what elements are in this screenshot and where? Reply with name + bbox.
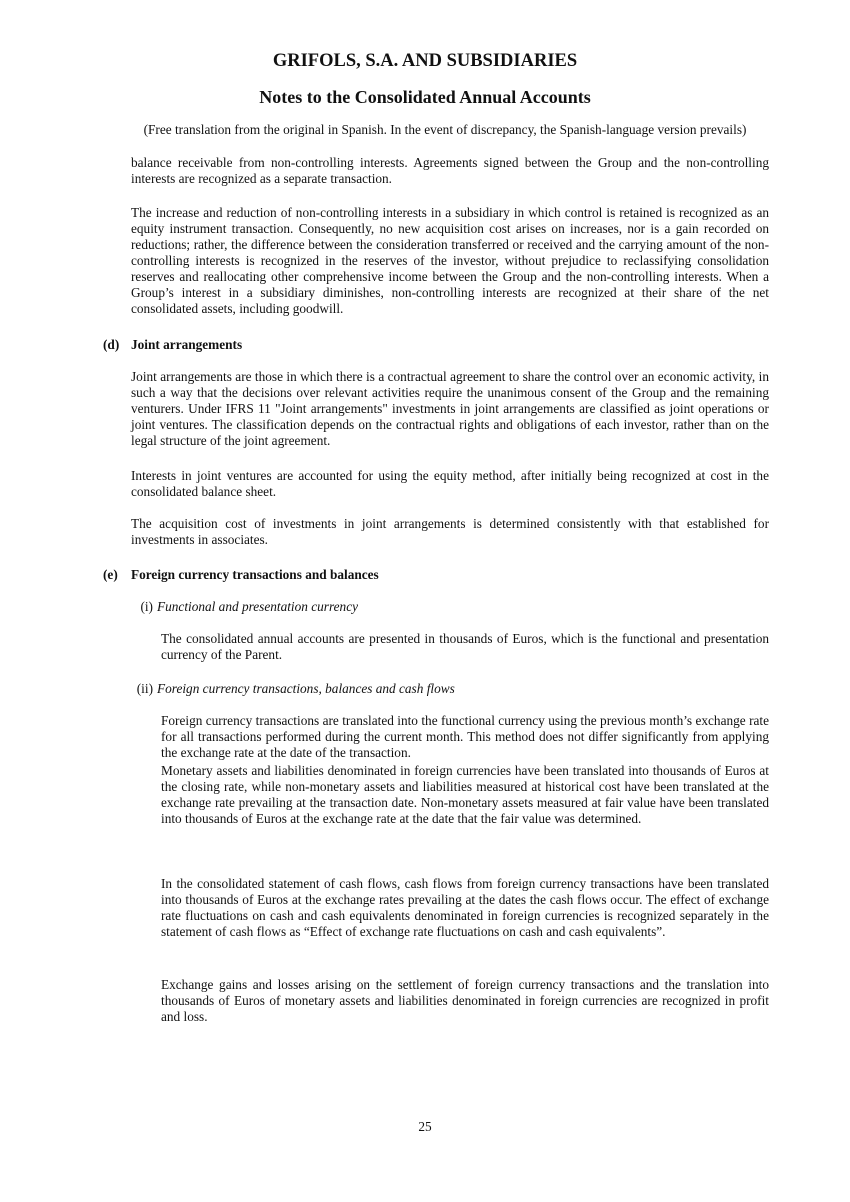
company-name: GRIFOLS, S.A. AND SUBSIDIARIES [272, 51, 578, 71]
paragraph: Foreign currency transactions are translated into the functional currency using the previous month’s exchange rate for all transactions performed during the current month. This method does not differ significantly from applying the exchange rate at the date of the transaction. [161, 713, 769, 760]
paragraph: Exchange gains and losses arising on the settlement of foreign currency transactions and the translation into thousands of Euros of monetary assets and liabilities denominated in foreign currencies are recognized in profit and loss. [161, 977, 769, 1024]
section-label: (e) [103, 567, 118, 582]
paragraph: Joint arrangements are those in which there is a contractual agreement to share the control over an economic activity, in such a way that the decisions over relevant activities require the unanimous consent of the Group and the remaining venturers. Under IFRS 11 "Joint arrangements" investments in joint arrangements are classified as joint operations or joint ventures. The classification depends on the contractual rights and obligations of each investor, rather than on the legal structure of the joint agreement. [131, 369, 769, 448]
subsection-label: (ii) [136, 681, 153, 696]
section-title: Foreign currency transactions and balances [131, 567, 379, 582]
paragraph: balance receivable from non-controlling interests. Agreements signed between the Group and the non-controlling interests are recognized as a separate transaction. [131, 155, 769, 186]
paragraph: The consolidated annual accounts are presented in thousands of Euros, which is the functional and presentation currency of the Parent. [161, 631, 769, 662]
paragraph: The acquisition cost of investments in joint arrangements is determined consistently with that established for investments in associates. [131, 516, 769, 547]
subsection-title: Foreign currency transactions, balances and cash flows [157, 681, 455, 696]
section-title: Joint arrangements [131, 337, 243, 352]
paragraph: Interests in joint ventures are accounted for using the equity method, after initially being recognized at cost in the consolidated balance sheet. [131, 468, 769, 499]
section-heading-e [103, 567, 379, 583]
paragraph: The increase and reduction of non-controlling interests in a subsidiary in which control is retained is recognized as an equity instrument transaction. Consequently, no new acquisition cost arises on increases, nor is a gain recorded on reductions; rather, the difference between the consideration transferred or received and the carrying amount of the non-controlling interests is recognized in the reserves of the investor, without prejudice to reclassifying consolidation reserves and reallocating other comprehensive income between the Group and the non-controlling interests. When a Group’s interest in a subsidiary diminishes, non-controlling interests are recognized at their share of the net consolidated assets, including goodwill. [131, 205, 769, 316]
section-heading-d [103, 337, 242, 353]
paragraph: In the consolidated statement of cash flows, cash flows from foreign currency transactions have been translated into thousands of Euros at the exchange rates prevailing at the dates the cash flows occur. The effect of exchange rate fluctuations on cash and cash equivalents denominated in foreign currencies is recognized separately in the statement of cash flows as “Effect of exchange rate fluctuations on cash and cash equivalents”. [161, 876, 769, 939]
translation-note: (Free translation from the original in Spanish. In the event of discrepancy, the Spanish-language version prevails) [143, 122, 747, 137]
subsection-title: Functional and presentation currency [157, 599, 359, 614]
subsection-label: (i) [140, 599, 153, 614]
document-title: Notes to the Consolidated Annual Accounts [259, 87, 591, 107]
subsection-heading-ii [126, 681, 455, 697]
subsection-heading-i [126, 599, 358, 615]
section-label: (d) [103, 337, 120, 352]
page-number: 25 [418, 1119, 432, 1134]
paragraph: Monetary assets and liabilities denominated in foreign currencies have been translated into thousands of Euros at the closing rate, while non-monetary assets and liabilities measured at historical cost have been translated at the exchange rate prevailing at the transaction date. Non-monetary assets measured at fair value have been translated into thousands of Euros at the exchange rate at the date that the fair value was determined. [161, 763, 769, 826]
